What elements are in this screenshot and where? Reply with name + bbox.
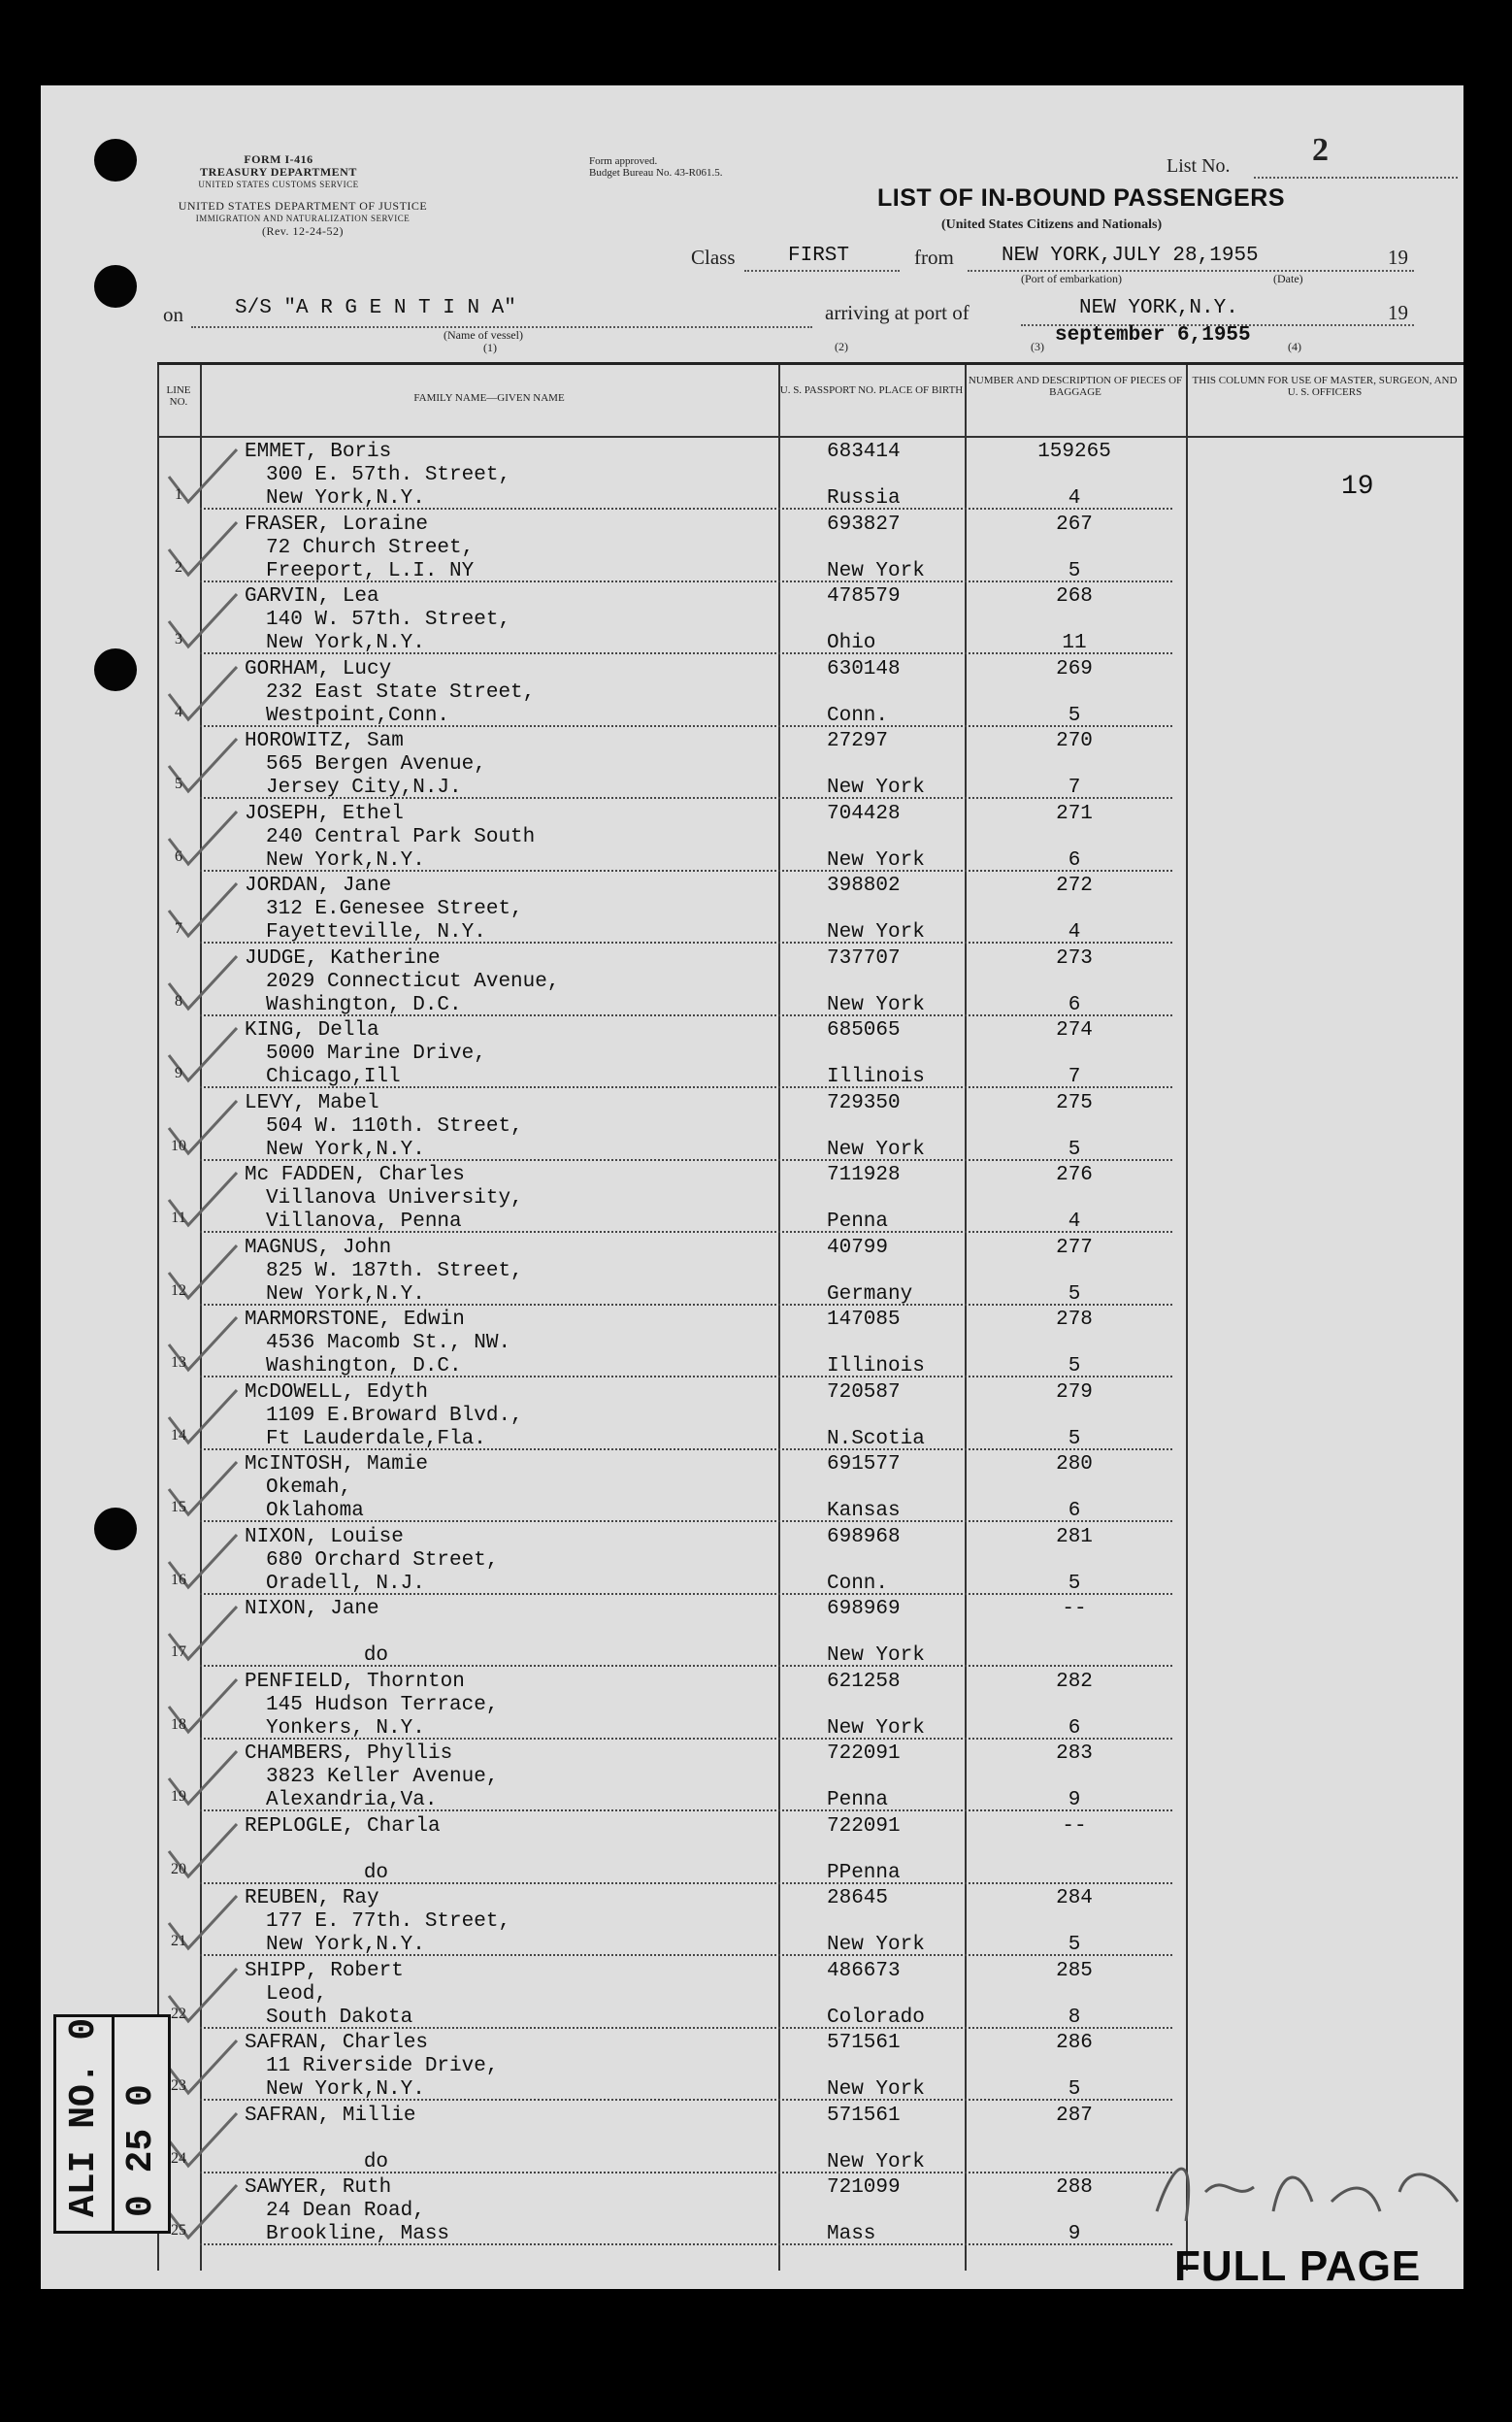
family-name: REUBEN, Ray xyxy=(245,1887,379,1909)
baggage-number: 270 xyxy=(1056,730,1093,752)
table-row xyxy=(157,511,1463,582)
from-value: NEW YORK,JULY 28,1955 xyxy=(1002,245,1259,267)
family-name: JOSEPH, Ethel xyxy=(245,802,404,825)
form-approved: Form approved. xyxy=(589,155,658,167)
address-line-2: Oklahoma xyxy=(266,1500,364,1522)
baggage-number: 273 xyxy=(1056,946,1093,970)
place-of-birth: New York xyxy=(827,848,925,872)
baggage-pieces: 5 xyxy=(1068,704,1081,727)
address-line-1: 232 East State Street, xyxy=(266,680,536,704)
address-line-2: New York,N.Y. xyxy=(266,848,425,872)
table-row xyxy=(157,1740,1463,1811)
address-line-2: Ft Lauderdale,Fla. xyxy=(266,1427,486,1450)
passport-number: 729350 xyxy=(827,1091,901,1114)
baggage-number: 287 xyxy=(1056,2104,1093,2127)
family-name: GARVIN, Lea xyxy=(245,585,379,608)
address-line-1: 5000 Marine Drive, xyxy=(266,1043,486,1065)
baggage-pieces: 6 xyxy=(1068,848,1081,872)
baggage-pieces: 8 xyxy=(1068,2006,1081,2029)
address-line-1: 140 W. 57th. Street, xyxy=(266,609,511,631)
list-number: 2 xyxy=(1312,132,1329,168)
address-line-2: New York,N.Y. xyxy=(266,487,425,510)
table-row xyxy=(157,727,1463,799)
table-row xyxy=(157,582,1463,654)
family-name: SAFRAN, Charles xyxy=(245,2032,429,2054)
baggage-pieces: 5 xyxy=(1068,1355,1081,1377)
place-of-birth: Kansas xyxy=(827,1500,901,1522)
place-of-birth: New York xyxy=(827,2078,925,2101)
address-line-2: Villanova, Penna xyxy=(266,1211,462,1233)
header-passport: U. S. PASSPORT NO. PLACE OF BIRTH xyxy=(779,384,964,396)
full-page-stamp: FULL PAGE xyxy=(1174,2242,1422,2290)
address-line-2: New York,N.Y. xyxy=(266,632,425,654)
header-officers: THIS COLUMN FOR USE OF MASTER, SURGEON, AND U. S. OFFICERS xyxy=(1192,375,1458,398)
stamp-line-2: 0 25 0 xyxy=(120,2084,162,2217)
table-row xyxy=(157,1595,1463,1667)
family-name: NIXON, Jane xyxy=(245,1598,379,1620)
address-line-1: Leod, xyxy=(266,1982,328,2006)
port-embark-label: (Port of embarkation) xyxy=(1021,272,1122,285)
place-of-birth: Conn. xyxy=(827,704,889,727)
address-line-1: 565 Bergen Avenue, xyxy=(266,753,486,776)
line-number: 18 xyxy=(171,1715,186,1733)
passport-number: 737707 xyxy=(827,946,901,970)
baggage-number: 159265 xyxy=(1037,441,1111,463)
class-label: Class xyxy=(691,246,736,269)
dept-treasury: TREASURY DEPARTMENT xyxy=(200,165,357,179)
place-of-birth: Ohio xyxy=(827,632,876,654)
line-number: 23 xyxy=(171,2077,186,2094)
baggage-number: -- xyxy=(1062,1814,1087,1838)
arriving-num: (2) xyxy=(835,340,848,353)
line-number: 20 xyxy=(171,1860,186,1877)
place-of-birth: Illinois xyxy=(827,1355,925,1377)
place-of-birth: Germany xyxy=(827,1282,913,1306)
table-row xyxy=(157,945,1463,1016)
stamp-line-1: ALI NO. 0 xyxy=(56,2017,115,2231)
passport-number: 571561 xyxy=(827,2104,901,2127)
passport-number: 571561 xyxy=(827,2032,901,2054)
header-baggage: NUMBER AND DESCRIPTION OF PIECES OF BAGGAGE xyxy=(968,375,1183,398)
line-number: 13 xyxy=(171,1354,186,1371)
baggage-number: 282 xyxy=(1056,1670,1093,1693)
place-of-birth: Colorado xyxy=(827,2006,925,2029)
address-line-1: 240 Central Park South xyxy=(266,825,536,848)
line-number: 15 xyxy=(171,1499,186,1515)
address-line-2: South Dakota xyxy=(266,2006,413,2029)
line-number: 6 xyxy=(175,847,182,865)
place-of-birth: Mass xyxy=(827,2223,876,2245)
baggage-number: 276 xyxy=(1056,1164,1093,1186)
vessel-name-label: (Name of vessel) xyxy=(444,328,523,342)
passport-number: 630148 xyxy=(827,657,901,680)
baggage-pieces: 5 xyxy=(1068,1138,1081,1161)
address-line-2: Westpoint,Conn. xyxy=(266,704,450,727)
address-line-1: 300 E. 57th. Street, xyxy=(266,464,511,486)
place-of-birth: New York xyxy=(827,1644,925,1667)
family-name: MAGNUS, John xyxy=(245,1236,392,1259)
place-of-birth: Penna xyxy=(827,1789,889,1811)
header-line-no: LINE NO. xyxy=(166,384,191,408)
baggage-pieces: 5 xyxy=(1068,559,1081,582)
baggage-number: 271 xyxy=(1056,802,1093,825)
vessel-num: (1) xyxy=(483,341,497,354)
baggage-number: 274 xyxy=(1056,1019,1093,1042)
address-line-1: 1109 E.Broward Blvd., xyxy=(266,1404,523,1427)
header-name: FAMILY NAME—GIVEN NAME xyxy=(413,392,565,404)
on-label: on xyxy=(163,303,183,326)
baggage-pieces: 6 xyxy=(1068,1716,1081,1740)
from-label: from xyxy=(914,246,954,269)
line-number: 10 xyxy=(171,1137,186,1154)
passport-number: 147085 xyxy=(827,1309,901,1331)
table-row xyxy=(157,1161,1463,1233)
baggage-pieces: 4 xyxy=(1068,1211,1081,1233)
line-number: 5 xyxy=(175,776,182,792)
family-name: PENFIELD, Thornton xyxy=(245,1670,465,1693)
baggage-pieces: 11 xyxy=(1062,632,1087,654)
baggage-pieces: 5 xyxy=(1068,1572,1081,1595)
family-name: FRASER, Loraine xyxy=(245,513,429,536)
ali-stamp xyxy=(53,2014,171,2234)
punch-hole xyxy=(94,265,137,308)
table-row xyxy=(157,872,1463,944)
passport-number: 621258 xyxy=(827,1670,901,1693)
address-line-1: 3823 Keller Avenue, xyxy=(266,1766,499,1788)
table-row xyxy=(157,1378,1463,1450)
place-of-birth: New York xyxy=(827,1138,925,1161)
line-number: 7 xyxy=(175,920,182,937)
address-line-2: New York,N.Y. xyxy=(266,1138,425,1161)
family-name: SAFRAN, Millie xyxy=(245,2104,416,2127)
family-name: SAWYER, Ruth xyxy=(245,2176,392,2199)
address-line-1: 177 E. 77th. Street, xyxy=(266,1910,511,1933)
baggage-pieces: 9 xyxy=(1068,2223,1081,2245)
address-line-2: Washington, D.C. xyxy=(266,993,462,1016)
table-row xyxy=(157,655,1463,727)
place-of-birth: Illinois xyxy=(827,1066,925,1088)
line-number: 4 xyxy=(175,703,182,720)
baggage-number: 277 xyxy=(1056,1236,1093,1259)
table-row xyxy=(157,1016,1463,1088)
baggage-number: 284 xyxy=(1056,1887,1093,1909)
address-line-2: Washington, D.C. xyxy=(266,1355,462,1377)
page-title: LIST OF IN-BOUND PASSENGERS xyxy=(877,184,1286,212)
table-row xyxy=(157,1812,1463,1884)
baggage-pieces: 6 xyxy=(1068,993,1081,1016)
passport-number: 28645 xyxy=(827,1887,889,1909)
passport-number: 722091 xyxy=(827,1742,901,1765)
table-row xyxy=(157,1957,1463,2029)
line-number: 1 xyxy=(175,486,182,503)
year-19-b: 19 xyxy=(1388,301,1408,324)
handwritten-signature xyxy=(1147,2134,1467,2240)
line-number: 14 xyxy=(171,1426,186,1443)
passport-number: 27297 xyxy=(827,730,889,752)
table-row xyxy=(157,1089,1463,1161)
passport-number: 698969 xyxy=(827,1598,901,1620)
baggage-number: 269 xyxy=(1056,657,1093,680)
dept-justice: UNITED STATES DEPARTMENT OF JUSTICE xyxy=(178,199,428,213)
passport-number: 478579 xyxy=(827,585,901,608)
passport-number: 722091 xyxy=(827,1814,901,1838)
table-row xyxy=(157,438,1463,510)
address-line-2: Oradell, N.J. xyxy=(266,1572,425,1595)
family-name: McINTOSH, Mamie xyxy=(245,1453,429,1476)
line-number: 9 xyxy=(175,1065,182,1081)
baggage-number: -- xyxy=(1062,1598,1087,1620)
family-name: Mc FADDEN, Charles xyxy=(245,1164,465,1186)
officer-note: 19 xyxy=(1341,472,1374,502)
class-value: FIRST xyxy=(788,245,850,267)
address-line-2: do xyxy=(266,2150,389,2173)
year-19-a: 19 xyxy=(1388,246,1408,269)
num-4: (4) xyxy=(1288,340,1301,353)
address-line-1: 504 W. 110th. Street, xyxy=(266,1114,523,1138)
baggage-number: 279 xyxy=(1056,1380,1093,1404)
baggage-number: 267 xyxy=(1056,513,1093,536)
baggage-number: 285 xyxy=(1056,1959,1093,1982)
date-label: (Date) xyxy=(1273,272,1303,285)
baggage-pieces: 5 xyxy=(1068,1934,1081,1956)
line-number: 2 xyxy=(175,558,182,576)
place-of-birth: New York xyxy=(827,1716,925,1740)
revision: (Rev. 12-24-52) xyxy=(261,224,345,238)
baggage-number: 268 xyxy=(1056,585,1093,608)
page-subtitle: (United States Citizens and Nationals) xyxy=(941,217,1163,232)
address-line-2: Yonkers, N.Y. xyxy=(266,1716,425,1740)
baggage-pieces: 5 xyxy=(1068,1427,1081,1450)
baggage-pieces: 5 xyxy=(1068,1282,1081,1306)
place-of-birth: New York xyxy=(827,1934,925,1956)
passport-number: 693827 xyxy=(827,513,901,536)
baggage-pieces: 4 xyxy=(1068,487,1081,510)
baggage-number: 283 xyxy=(1056,1742,1093,1765)
arriving-port: NEW YORK,N.Y. xyxy=(1079,297,1238,319)
address-line-1: 11 Riverside Drive, xyxy=(266,2055,499,2077)
passport-number: 486673 xyxy=(827,1959,901,1982)
line-number: 22 xyxy=(171,2005,186,2022)
address-line-2: New York,N.Y. xyxy=(266,2078,425,2101)
table-row xyxy=(157,1450,1463,1522)
family-name: CHAMBERS, Phyllis xyxy=(245,1742,453,1765)
place-of-birth: N.Scotia xyxy=(827,1427,925,1450)
family-name: NIXON, Louise xyxy=(245,1525,404,1548)
dept-justice-sub: IMMIGRATION AND NATURALIZATION SERVICE xyxy=(195,214,411,223)
passport-number: 40799 xyxy=(827,1236,889,1259)
address-line-2: do xyxy=(266,1644,389,1667)
address-line-1: 680 Orchard Street, xyxy=(266,1548,499,1572)
place-of-birth: New York xyxy=(827,993,925,1016)
family-name: MARMORSTONE, Edwin xyxy=(245,1309,465,1331)
line-number: 8 xyxy=(175,992,182,1010)
budget-number: Budget Bureau No. 43-R061.5. xyxy=(589,167,723,179)
baggage-pieces: 6 xyxy=(1068,1500,1081,1522)
table-row xyxy=(157,1668,1463,1740)
table-row xyxy=(157,1306,1463,1377)
address-line-1: 2029 Connecticut Avenue, xyxy=(266,970,560,993)
passport-number: 685065 xyxy=(827,1019,901,1042)
place-of-birth: New York xyxy=(827,559,925,582)
place-of-birth: Penna xyxy=(827,1211,889,1233)
place-of-birth: Conn. xyxy=(827,1572,889,1595)
address-line-1: 72 Church Street, xyxy=(266,536,475,559)
line-number: 12 xyxy=(171,1281,186,1299)
address-line-2: Freeport, L.I. NY xyxy=(266,559,475,582)
baggage-number: 288 xyxy=(1056,2176,1093,2199)
table-row xyxy=(157,800,1463,872)
table-row xyxy=(157,1234,1463,1306)
address-line-2: Chicago,Ill xyxy=(266,1066,401,1088)
table-row xyxy=(157,1523,1463,1595)
punch-hole xyxy=(94,139,137,182)
passport-number: 711928 xyxy=(827,1164,901,1186)
address-line-1: Okemah, xyxy=(266,1476,352,1499)
address-line-2: Jersey City,N.J. xyxy=(266,777,462,799)
line-number: 3 xyxy=(175,631,182,647)
passport-number: 720587 xyxy=(827,1380,901,1404)
family-name: JUDGE, Katherine xyxy=(245,946,441,970)
line-number: 19 xyxy=(171,1788,186,1805)
family-name: REPLOGLE, Charla xyxy=(245,1814,441,1838)
dept-treasury-sub: UNITED STATES CUSTOMS SERVICE xyxy=(198,180,359,189)
family-name: KING, Della xyxy=(245,1019,379,1042)
baggage-number: 275 xyxy=(1056,1091,1093,1114)
arriving-label: arriving at port of xyxy=(825,301,970,324)
address-line-2: Fayetteville, N.Y. xyxy=(266,921,486,944)
family-name: GORHAM, Lucy xyxy=(245,657,392,680)
place-of-birth: PPenna xyxy=(827,1861,901,1884)
address-line-2: New York,N.Y. xyxy=(266,1934,425,1956)
vessel-name: S/S "A R G E N T I N A" xyxy=(235,297,516,319)
date-num: (3) xyxy=(1031,340,1044,353)
baggage-pieces: 9 xyxy=(1068,1789,1081,1811)
address-line-1: 145 Hudson Terrace, xyxy=(266,1693,499,1716)
passport-number: 698968 xyxy=(827,1525,901,1548)
address-line-2: Alexandria,Va. xyxy=(266,1789,438,1811)
address-line-2: Brookline, Mass xyxy=(266,2223,450,2245)
manifest-page xyxy=(41,85,1463,2289)
list-no-label: List No. xyxy=(1167,155,1231,177)
family-name: EMMET, Boris xyxy=(245,441,392,463)
line-number: 25 xyxy=(171,2222,186,2239)
baggage-pieces: 5 xyxy=(1068,2078,1081,2101)
table-row xyxy=(157,1884,1463,1956)
family-name: JORDAN, Jane xyxy=(245,875,392,897)
address-line-1: 825 W. 187th. Street, xyxy=(266,1259,523,1282)
address-line-1: 24 Dean Road, xyxy=(266,2200,425,2222)
address-line-1: Villanova University, xyxy=(266,1187,523,1210)
family-name: McDOWELL, Edyth xyxy=(245,1380,429,1404)
family-name: LEVY, Mabel xyxy=(245,1091,379,1114)
passport-number: 683414 xyxy=(827,441,901,463)
form-number: FORM I-416 xyxy=(244,152,313,166)
line-number: 11 xyxy=(171,1210,186,1226)
punch-hole xyxy=(94,1508,137,1550)
passenger-table xyxy=(157,362,1463,2271)
arrival-date: september 6,1955 xyxy=(1055,324,1251,347)
address-line-1: 4536 Macomb St., NW. xyxy=(266,1332,511,1354)
baggage-pieces: 7 xyxy=(1068,1066,1081,1088)
line-number: 24 xyxy=(171,2149,186,2167)
place-of-birth: Russia xyxy=(827,487,901,510)
address-line-1: 312 E.Genesee Street, xyxy=(266,898,523,920)
place-of-birth: New York xyxy=(827,2150,925,2173)
baggage-pieces: 4 xyxy=(1068,921,1081,944)
baggage-pieces: 7 xyxy=(1068,777,1081,799)
family-name: SHIPP, Robert xyxy=(245,1959,404,1982)
baggage-number: 278 xyxy=(1056,1309,1093,1331)
punch-hole xyxy=(94,648,137,691)
table-row xyxy=(157,2029,1463,2101)
passport-number: 721099 xyxy=(827,2176,901,2199)
place-of-birth: New York xyxy=(827,921,925,944)
baggage-number: 281 xyxy=(1056,1525,1093,1548)
passport-number: 704428 xyxy=(827,802,901,825)
baggage-number: 286 xyxy=(1056,2032,1093,2054)
place-of-birth: New York xyxy=(827,777,925,799)
line-number: 17 xyxy=(171,1643,186,1660)
line-number: 16 xyxy=(171,1571,186,1588)
address-line-2: New York,N.Y. xyxy=(266,1282,425,1306)
baggage-number: 272 xyxy=(1056,875,1093,897)
passport-number: 398802 xyxy=(827,875,901,897)
passport-number: 691577 xyxy=(827,1453,901,1476)
line-number: 21 xyxy=(171,1933,186,1949)
address-line-2: do xyxy=(266,1861,389,1884)
family-name: HOROWITZ, Sam xyxy=(245,730,404,752)
baggage-number: 280 xyxy=(1056,1453,1093,1476)
